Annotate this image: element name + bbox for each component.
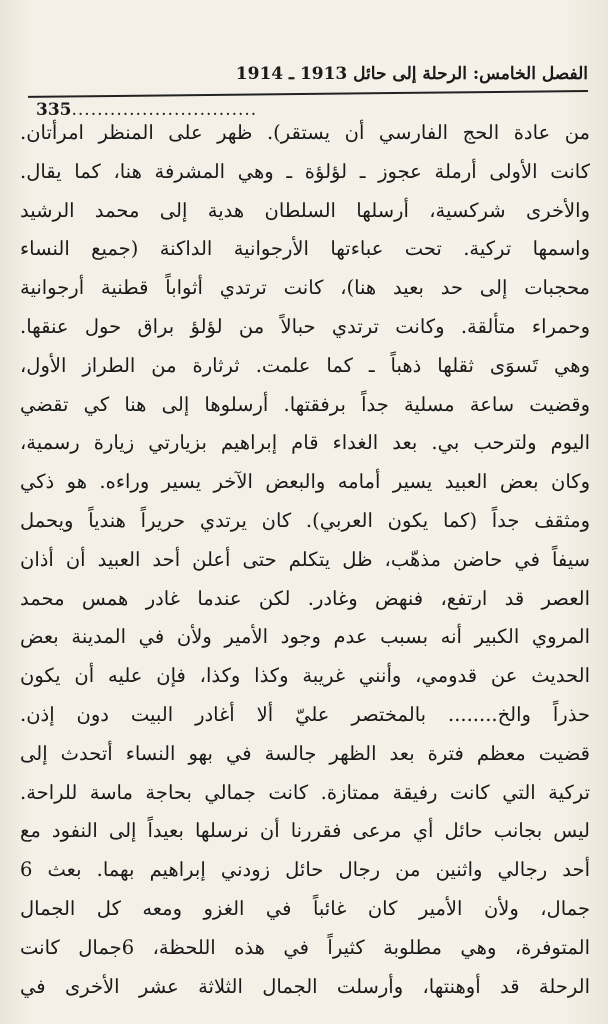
text-line: وحمراء متألقة. وكانت ترتدي حبالاً من لؤلؤ براق حول عنقها. — [20, 314, 590, 338]
text-line: من عادة الحج الفارسي أن يستقر). ظهر على المنظر امرأتان. — [20, 121, 590, 144]
text-line: كانت الأولى أرملة عجوز ـ لؤلؤة ـ وهي المشرفة هنا، كما يقال. — [20, 159, 590, 183]
page-number: 335 — [36, 100, 72, 120]
text-line: حذراً والخ........ بالمختصر عليّ ألا أغادر البيت دون إذن. — [20, 702, 590, 726]
text-line: واسمها تركية. تحت عباءتها الأرجوانية الداكنة (جميع النساء — [20, 237, 590, 261]
text-line: وهي تَسوَى ثقلها ذهباً ـ كما علمت. ثرثارة من الطراز الأول، — [20, 353, 590, 377]
text-line: اليوم ولترحب بي. بعد الغداء قام إبراهيم بزيارتي زيارة رسمية، — [20, 431, 590, 455]
text-line: جمال، ولأن الأمير كان غائباً في الغزو ومعه كل الجمال — [20, 896, 590, 920]
text-line: تركية التي كانت رفيقة ممتازة. كانت جمالي بحاجة ماسة للراحة. — [20, 780, 590, 804]
text-line: المتوفرة، وهي مطلوبة كثيراً في هذه اللحظة، 6جمال كانت — [20, 935, 591, 959]
text-line: المروي الكبير أنه بسبب عدم وجود الأمير ولأن في المدينة بعض — [20, 625, 590, 649]
text-line: ليس بجانب حائل أي مرعى فقررنا أن نرسلها بعيداً إلى النفود مع — [20, 819, 590, 843]
dot-leader: ............................. — [71, 100, 258, 120]
header-rule — [28, 90, 588, 98]
text-line: ومثقف جداً (كما يكون العربي). كان يرتدي حريراً هندياً ويحمل — [20, 508, 590, 532]
text-line: والأخرى شركسية، أرسلها السلطان هدية إلى محمد الرشيد — [20, 198, 590, 222]
text-line: العصر قد ارتفع، فنهض وغادر. لكن عندما غادر همس محمد — [20, 586, 590, 610]
text-line: أحد رجالي واثنين من رجال حائل زودني إبراهيم بهما. بعث 6 — [20, 858, 590, 882]
text-line: الرحلة قد أوهنتها، وأرسلت الجمال الثلاثة عشر الأخرى في — [20, 974, 590, 998]
text-line: وقضيت ساعة مسلية جداً برفقتها. أرسلوها إلى هنا كي تقضي — [20, 392, 590, 416]
body-text — [20, 114, 590, 1006]
text-line: وكان بعض العبيد يسير أمامه والبعض الآخر يسير وراءه. هو ذكي — [20, 470, 590, 494]
text-line: محجبات إلى حد بعيد هنا)، كانت ترتدي أثواباً قطنية أرجوانية — [20, 276, 590, 300]
text-line: قضيت معظم فترة بعد الظهر جالسة في بهو النساء أتحدث إلى — [20, 741, 590, 765]
running-head — [28, 64, 588, 84]
chapter-title: الفصل الخامس: الرحلة إلى حائل 1913 ـ 1914 — [235, 64, 588, 84]
text-line: سيفاً في حاضن مذهّب، ظل يتكلم حتى أعلن أحد العبيد أن أذان — [20, 547, 590, 571]
text-line: الحديث عن قدومي، وأنني غريبة وكذا وكذا، فإن عليه أن يكون — [20, 664, 590, 688]
